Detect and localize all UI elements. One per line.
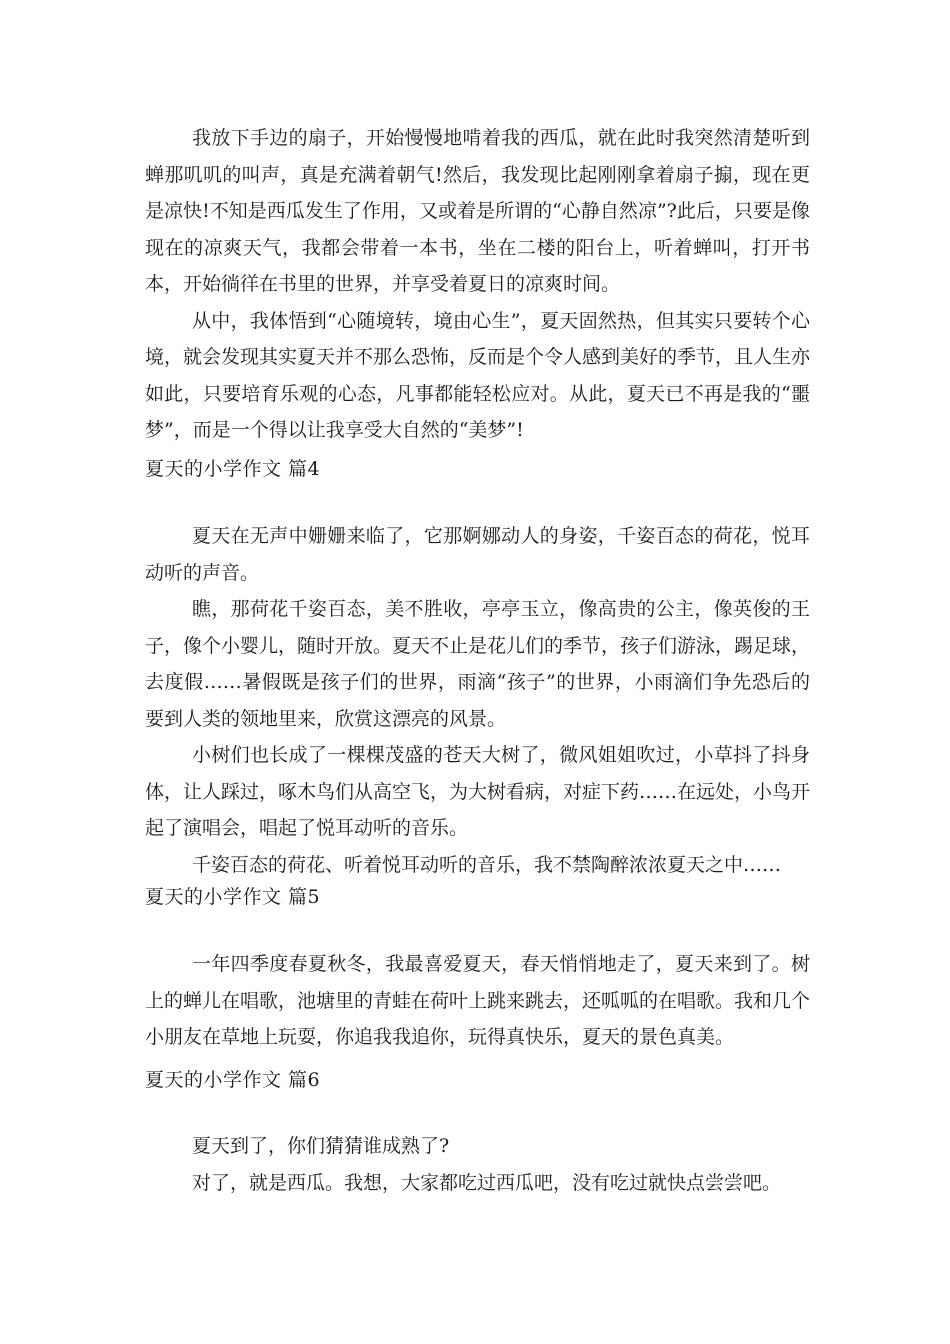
paragraph: 一年四季度春夏秋冬，我最喜爱夏天，春天悄悄地走了，夏天来到了。树上的蝉儿在唱歌，池塘里的青蛙在荷叶上跳来跳去，还呱呱的在唱歌。我和几个小朋友在草地上玩耍，你追我我追你，玩得真快乐，夏天的景色真美。: [145, 953, 811, 1048]
paragraph: 千姿百态的荷花、听着悦耳动听的音乐，我不禁陶醉浓浓夏天之中……: [192, 853, 782, 876]
essay-heading-4: 夏天的小学作文 篇4: [145, 458, 321, 480]
essay3-continuation: [145, 120, 810, 449]
essay-heading-6: 夏天的小学作文 篇6: [145, 1069, 321, 1091]
essay4-body: [145, 518, 810, 883]
essay6-body: [145, 1128, 810, 1201]
paragraph: 我放下手边的扇子，开始慢慢地啃着我的西瓜，就在此时我突然清楚听到蝉那叽叽的叫声，真是充满着朝气!然后，我发现比起刚刚拿着扇子搧，现在更是凉快!不知是西瓜发生了作用，又或着是所谓的“心静自然凉”?此后，只要是像现在的凉爽天气，我都会带着一本书，坐在二楼的阳台上，听着蝉叫，打开书本，开始徜徉在书里的世界，并享受着夏日的凉爽时间。: [145, 127, 810, 295]
essay5-body: [145, 946, 810, 1056]
paragraph: 瞧，那荷花千姿百态，美不胜收，亭亭玉立，像高贵的公主，像英俊的王子，像个小婴儿，随时开放。夏天不止是花儿们的季节，孩子们游泳，踢足球，去度假……暑假既是孩子们的世界，雨滴“孩子”的世界，小雨滴们争先恐后的要到人类的领地里来，欣赏这漂亮的风景。: [145, 598, 811, 730]
paragraph: 小树们也长成了一棵棵茂盛的苍天大树了，微风姐姐吹过，小草抖了抖身体，让人踩过，啄木鸟们从高空飞，为大树看病，对症下药……在远处，小鸟开起了演唱会，唱起了悦耳动听的音乐。: [145, 744, 811, 839]
paragraph: 夏天到了，你们猜猜谁成熟了?: [192, 1135, 450, 1157]
paragraph: 从中，我体悟到“心随境转，境由心生”，夏天固然热，但其实只要转个心境，就会发现其实夏天并不那么恐怖，反而是个令人感到美好的季节，且人生亦如此，只要培育乐观的心态，凡事都能轻松应对。从此，夏天已不再是我的“噩梦”，而是一个得以让我享受大自然的“美梦”!: [145, 309, 811, 441]
essay-heading-5: 夏天的小学作文 篇5: [145, 886, 321, 908]
paragraph: 对了，就是西瓜。我想，大家都吃过西瓜吧，没有吃过就快点尝尝吧。: [192, 1171, 782, 1194]
paragraph: 夏天在无声中姗姗来临了，它那婀娜动人的身姿，千姿百态的荷花，悦耳动听的声音。: [145, 525, 810, 584]
